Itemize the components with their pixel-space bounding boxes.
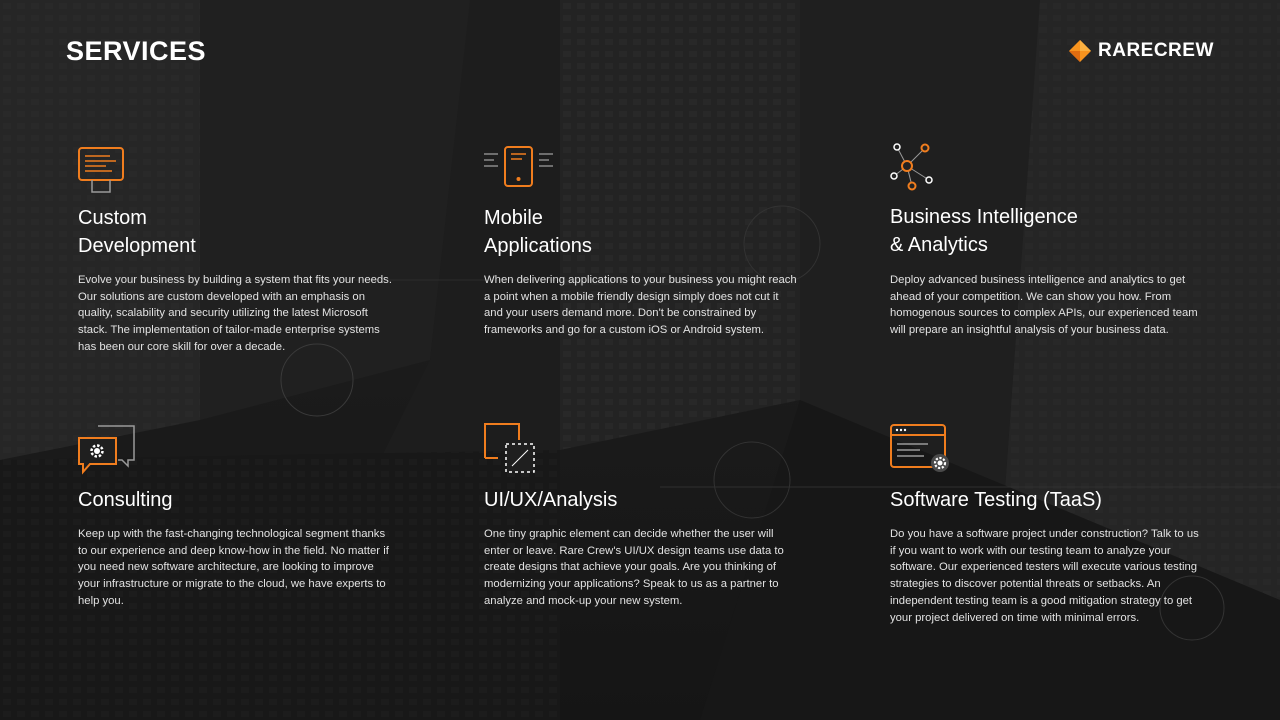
monitor-icon [78,146,148,204]
mobile-phone-icon [484,146,554,204]
page-title: SERVICES [66,36,207,66]
service-title: Business Intelligence & Analytics [890,206,1078,256]
chat-gear-icon [78,424,148,482]
service-title: Mobile Applications [484,207,592,257]
design-frames-icon [484,422,554,480]
service-title: UI/UX/Analysis [484,489,618,511]
service-description: Evolve your business by building a system that fits your needs. Our solutions are custom developed with an emphasis on quality, scalability and security utilizing the latest Microsoft stack. The implementation of tailor-made enterprise systems has been our core skill for over a decade. [78,274,392,353]
service-description: One tiny graphic element can decide whether the user will enter or leave. Rare Crew's UI/UX design teams use data to create designs that achieve your goals. Are you thinking of modernizing your applications? Speak to us as a partner to analyze and mock-up your new system. [484,528,784,607]
service-description: Deploy advanced business intelligence and analytics to get ahead of your competition. We can show you how. From homogenous sources to complex APIs, our experienced team will prepare an insightful analysis of your business data. [890,274,1198,337]
diamond-logo-icon [1068,39,1092,63]
service-title: Custom Development [78,207,196,257]
rarecrew-logo [1068,38,1214,64]
service-title: Software Testing (TaaS) [890,489,1102,511]
logo-text: RARECREW [1098,40,1214,61]
service-title: Consulting [78,489,173,511]
service-description: Do you have a software project under construction? Talk to us if you want to work with our testing team to analyze your software. Our experienced testers will execute various testing strategies to discover potential threats or setbacks. An independent testing team is a good mitigation strategy to get your project delivered on time with minimal errors. [890,528,1199,624]
service-description: When delivering applications to your business you might reach a point when a mobile friendly design simply does not cut it and your users demand more. Don't be constrained by frameworks and go for a custom iOS or Android system. [484,274,797,337]
browser-gear-icon [890,424,960,482]
network-nodes-icon [890,142,960,200]
service-description: Keep up with the fast-changing technological segment thanks to our experience and deep know-how in the field. No matter if you need new software architecture, are looking to improve your infrastructure or migrate to the cloud, we have experts to help you. [78,528,389,607]
